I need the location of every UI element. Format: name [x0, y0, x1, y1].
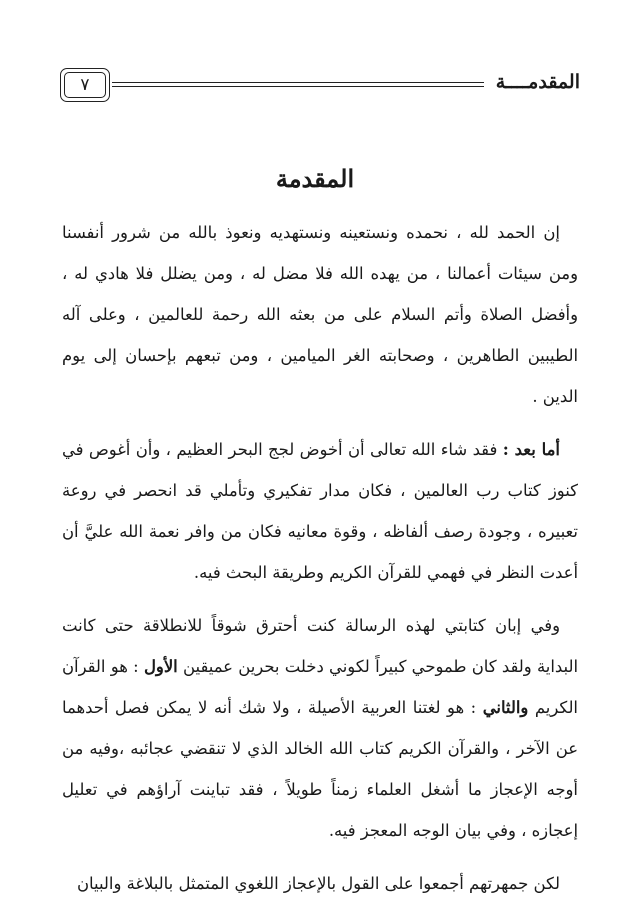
- chapter-title: المقدمة: [275, 164, 355, 193]
- two-seas-text-a: وفي إبان كتابتي لهذه الرسالة كنت أحترق شوقاً للانطلاقة حتى كانت البداية ولقد كان طموحي كبيراً لكوني دخلت بحرين عميقين: [62, 616, 578, 676]
- amma-baad-text: فقد شاء الله تعالى أن أخوض لجج البحر العظيم ، وأن أغوص في كنوز كتاب رب العالمين ، فكان مدار تفكيري وتأملي قد انحصر في روعة تعبيره ، وجودة رصف ألفاظه ، وقوة معانيه فكان من وافر نعمة الله عليَّ أن أعدت النظر في فهمي للقرآن الكريم وطريقة البحث فيه.: [62, 440, 578, 582]
- page-header: [60, 68, 580, 104]
- keyword-second: والثاني: [482, 698, 529, 717]
- page-number: ٧: [80, 75, 90, 95]
- paragraph-amma-baad: [62, 429, 578, 593]
- two-seas-text-c: : هو لغتنا العربية الأصيلة ، ولا شك أنه لا يمكن فصل أحدهما عن الآخر ، والقرآن الكريم كتاب الله الخالد الذي لا تنقضي عجائبه ،وفيه من أوجه الإعجاز ما أشغل العلماء زمناً طويلاً ، فقد تباينت آراؤهم في تعليل إعجازه ، وفي بيان الوجه المعجز فيه.: [62, 698, 578, 840]
- header-rule: [112, 82, 484, 87]
- page-number-box: [60, 68, 110, 102]
- paragraph-majority: لكن جمهرتهم أجمعوا على القول بالإعجاز اللغوي المتمثل بالبلاغة والبيان: [77, 874, 560, 893]
- two-seas-text-b: : هو القرآن الكريم: [62, 657, 578, 717]
- amma-baad-lead: أما بعد :: [502, 440, 560, 459]
- paragraph-intro: إن الحمد لله ، نحمده ونستعينه ونستهديه ونعوذ بالله من شرور أنفسنا ومن سيئات أعمالنا ، من يهده الله فلا مضل له ، ومن يضلل فلا هادي له ، وأفضل الصلاة وأتم السلام على من بعثه الله رحمة للعالمين ، وعلى آله الطيبين الطاهرين ، وصحابته الغر الميامين ، ومن تبعهم بإحسان إلى يوم الدين .: [62, 223, 578, 406]
- body-text: [62, 212, 578, 916]
- paragraph-two-seas: [62, 605, 578, 851]
- running-title: المقدمــــة: [495, 71, 580, 93]
- keyword-first: الأول: [144, 657, 178, 676]
